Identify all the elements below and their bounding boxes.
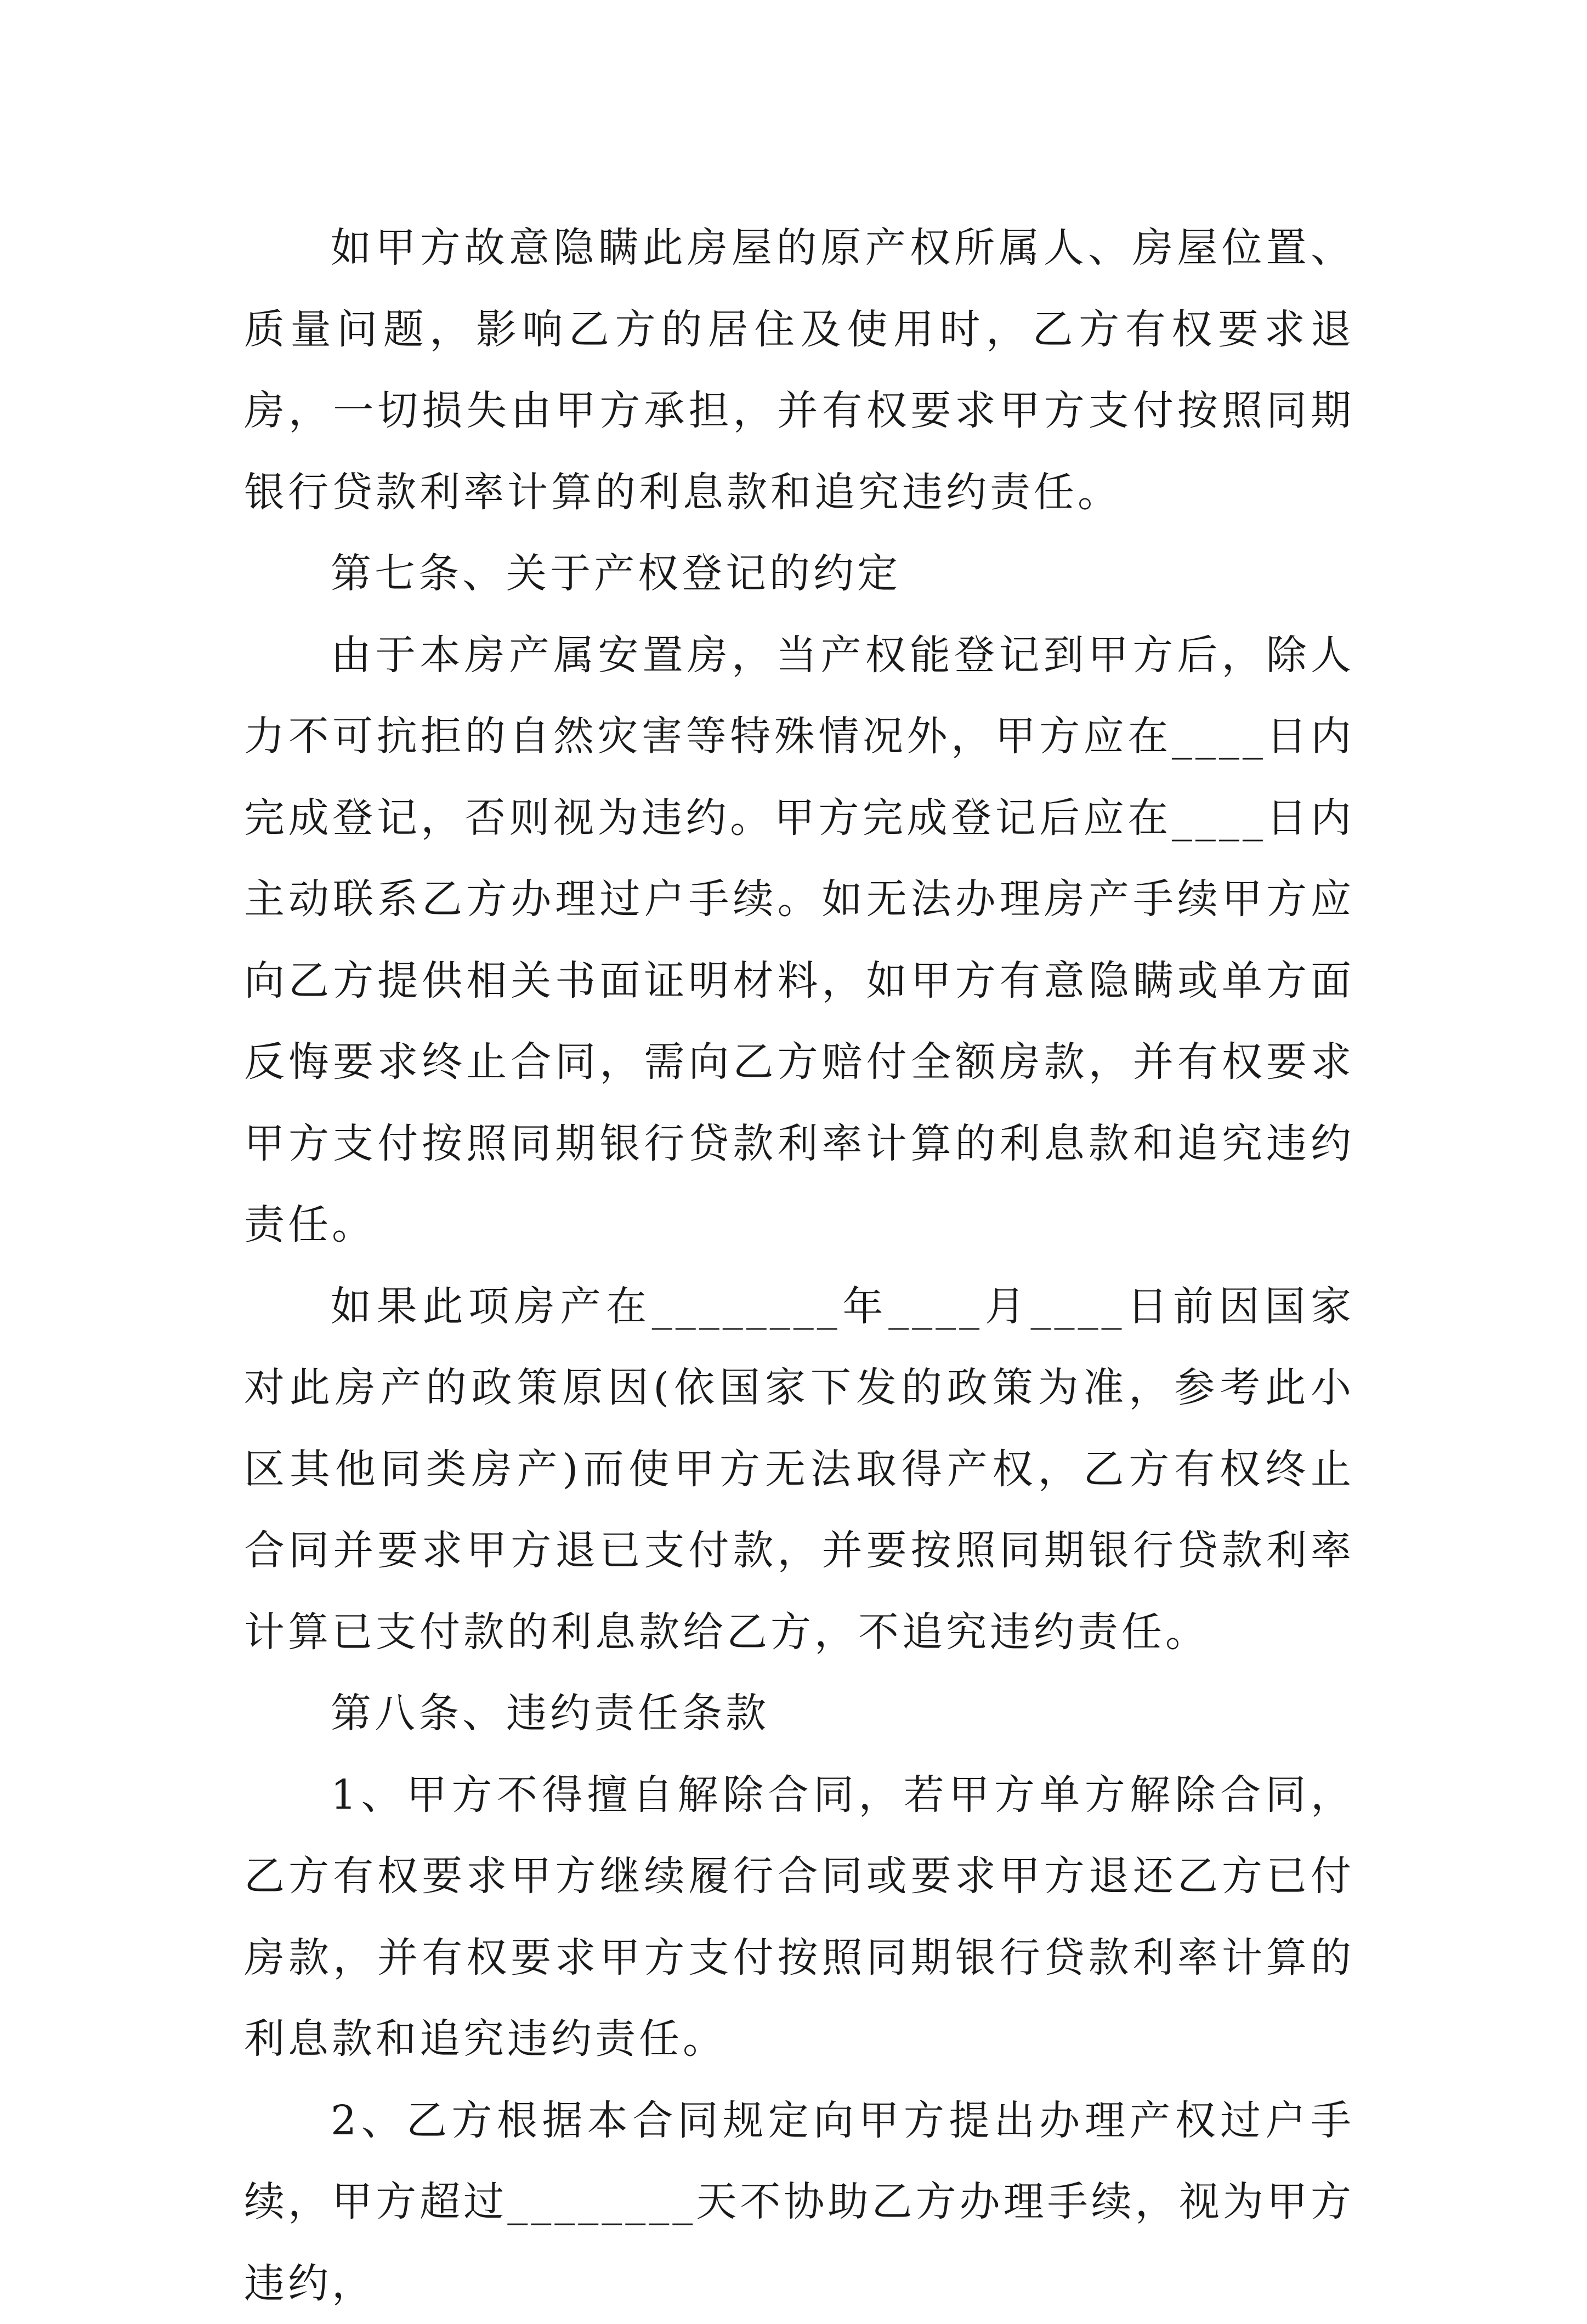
paragraph-concealment-clause: 如甲方故意隐瞒此房屋的原产权所属人、房屋位置、质量问题，影响乙方的居住及使用时，乙方有权要求退房，一切损失由甲方承担，并有权要求甲方支付按照同期银行贷款利率计算的利息款和追究违约责任。 [244,207,1354,533]
paragraph-registration-clause: 由于本房产属安置房，当产权能登记到甲方后，除人力不可抗拒的自然灾害等特殊情况外，甲方应在____日内完成登记，否则视为违约。甲方完成登记后应在____日内主动联系乙方办理过户手续。如无法办理房产手续甲方应向乙方提供相关书面证明材料，如甲方有意隐瞒或单方面反悔要求终止合同，需向乙方赔付全额房款，并有权要求甲方支付按照同期银行贷款利率计算的利息款和追究违约责任。 [244,615,1354,1266]
heading-article-7: 第七条、关于产权登记的约定 [244,533,1354,615]
paragraph-policy-clause: 如果此项房产在________年____月____日前因国家对此房产的政策原因(依国家下发的政策为准，参考此小区其他同类房产)而使甲方无法取得产权，乙方有权终止合同并要求甲方退已支付款，并要按照同期银行贷款利率计算已支付款的利息款给乙方，不追究违约责任。 [244,1266,1354,1673]
paragraph-breach-item-1: 1、甲方不得擅自解除合同，若甲方单方解除合同，乙方有权要求甲方继续履行合同或要求甲方退还乙方已付房款，并有权要求甲方支付按照同期银行贷款利率计算的利息款和追究违约责任。 [244,1754,1354,2080]
document-body [244,207,1354,2324]
paragraph-breach-item-2: 2、乙方根据本合同规定向甲方提出办理产权过户手续，甲方超过________天不协助乙方办理手续，视为甲方违约， [244,2080,1354,2324]
heading-article-8: 第八条、违约责任条款 [244,1673,1354,1754]
